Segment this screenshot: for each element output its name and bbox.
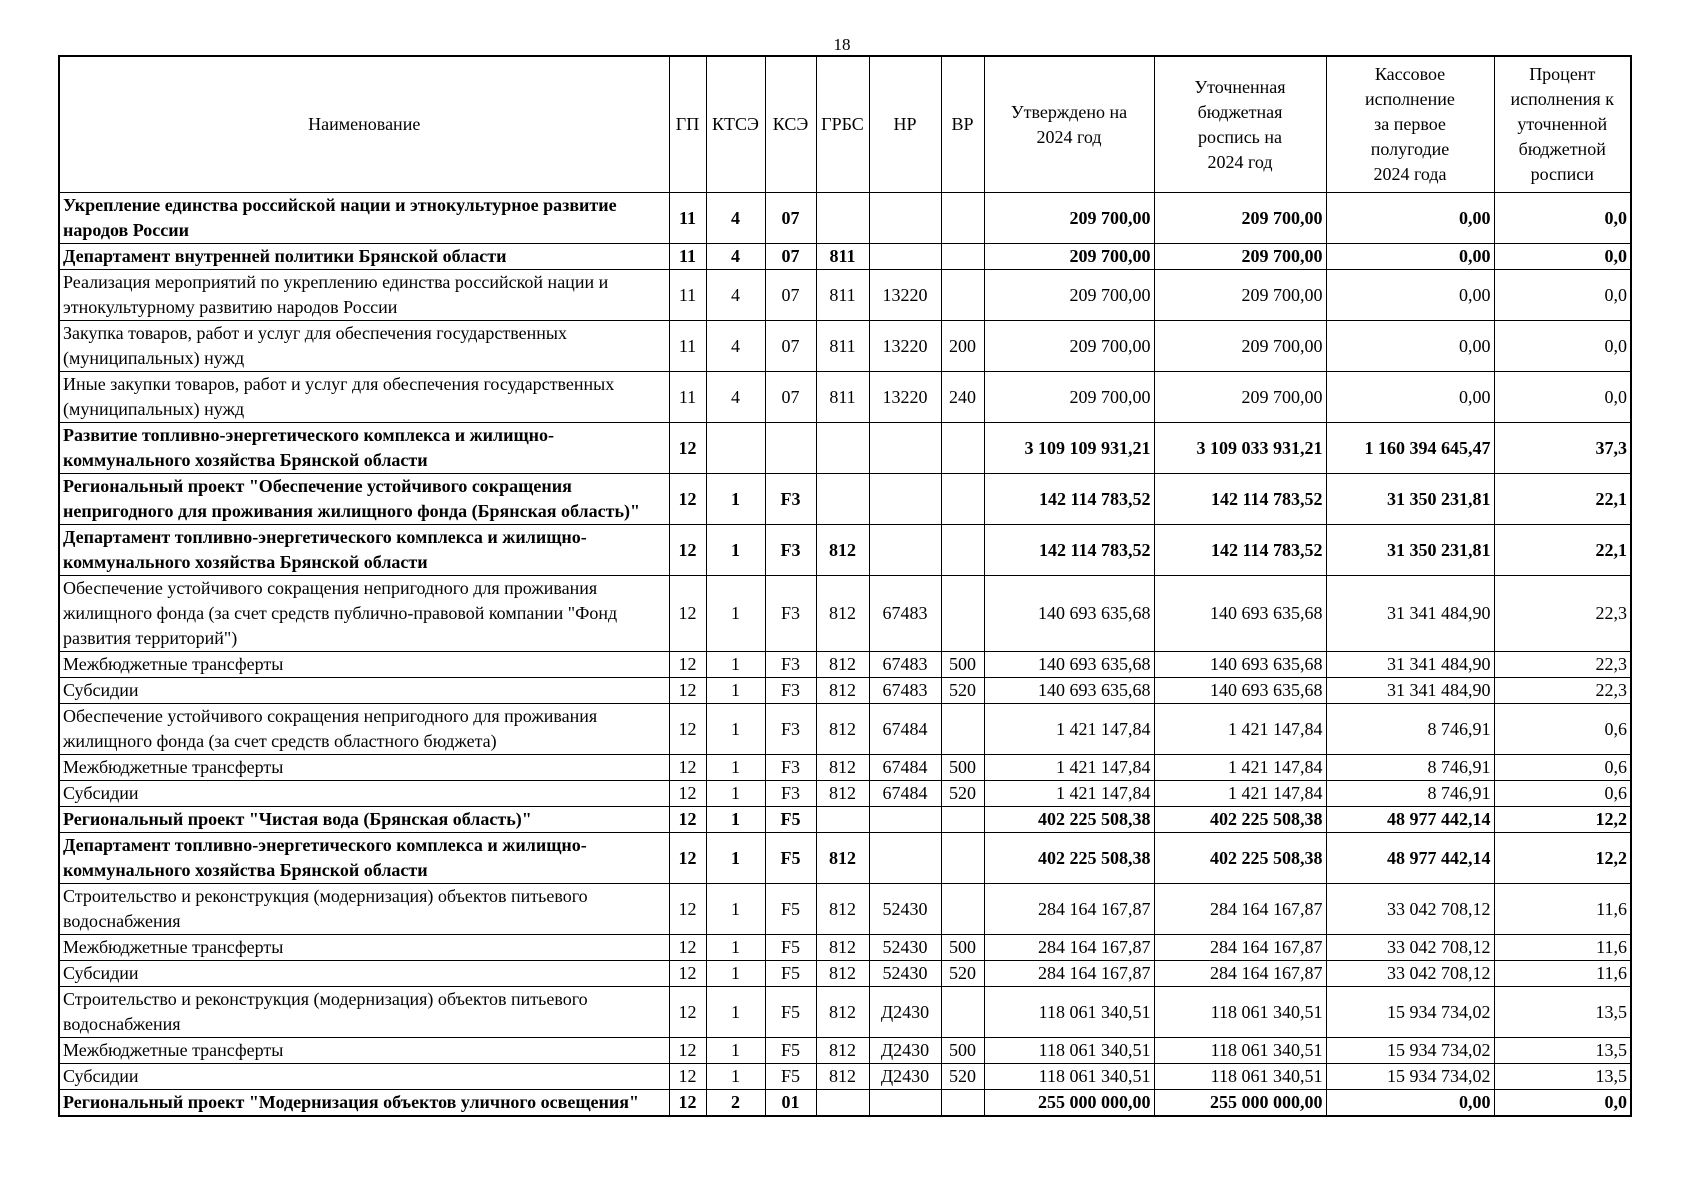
- cell-ktse: 1: [706, 961, 765, 987]
- cell-ktse: 1: [706, 576, 765, 652]
- cell-kse: F5: [765, 884, 816, 935]
- cell-kse: F5: [765, 935, 816, 961]
- cell-percent: 12,2: [1494, 807, 1631, 833]
- cell-gp: 12: [669, 1038, 706, 1064]
- cell-ktse: 1: [706, 935, 765, 961]
- header-percent: Процент исполнения к уточненной бюджетной росписи: [1494, 56, 1631, 193]
- cell-cash: 8 746,91: [1326, 755, 1494, 781]
- cell-refined: 284 164 167,87: [1154, 884, 1326, 935]
- cell-cash: 15 934 734,02: [1326, 987, 1494, 1038]
- cell-percent: 22,1: [1494, 474, 1631, 525]
- table-header: [59, 56, 1631, 193]
- header-nr: НР: [869, 56, 941, 193]
- cell-approved: 1 421 147,84: [984, 781, 1154, 807]
- cell-kse: F5: [765, 961, 816, 987]
- cell-cash: 0,00: [1326, 372, 1494, 423]
- cell-ktse: 1: [706, 652, 765, 678]
- cell-kse: F5: [765, 1064, 816, 1090]
- cell-approved: 118 061 340,51: [984, 1064, 1154, 1090]
- cell-grbs: [816, 193, 869, 244]
- cell-cash: 15 934 734,02: [1326, 1064, 1494, 1090]
- cell-grbs: 812: [816, 704, 869, 755]
- cell-cash: 8 746,91: [1326, 704, 1494, 755]
- cell-gp: 12: [669, 474, 706, 525]
- cell-kse: F3: [765, 781, 816, 807]
- table-row: [59, 244, 1631, 270]
- cell-approved: 284 164 167,87: [984, 884, 1154, 935]
- cell-cash: 31 350 231,81: [1326, 525, 1494, 576]
- cell-kse: F5: [765, 1038, 816, 1064]
- cell-name: Развитие топливно-энергетического комплекса и жилищно-коммунального хозяйства Брянской области: [59, 423, 669, 474]
- cell-ktse: 1: [706, 678, 765, 704]
- cell-approved: 142 114 783,52: [984, 474, 1154, 525]
- cell-refined: 118 061 340,51: [1154, 1038, 1326, 1064]
- cell-gp: 11: [669, 321, 706, 372]
- cell-ktse: 1: [706, 833, 765, 884]
- cell-nr: 13220: [869, 270, 941, 321]
- cell-grbs: 812: [816, 781, 869, 807]
- table-row: [59, 270, 1631, 321]
- cell-refined: 1 421 147,84: [1154, 755, 1326, 781]
- cell-grbs: [816, 807, 869, 833]
- cell-vr: 240: [941, 372, 984, 423]
- cell-vr: [941, 244, 984, 270]
- cell-refined: 140 693 635,68: [1154, 576, 1326, 652]
- table-row: [59, 781, 1631, 807]
- cell-percent: 22,1: [1494, 525, 1631, 576]
- cell-gp: 12: [669, 755, 706, 781]
- cell-vr: 200: [941, 321, 984, 372]
- cell-nr: 13220: [869, 372, 941, 423]
- cell-kse: F5: [765, 987, 816, 1038]
- cell-vr: [941, 193, 984, 244]
- cell-cash: 31 341 484,90: [1326, 576, 1494, 652]
- cell-nr: [869, 807, 941, 833]
- table-row: [59, 755, 1631, 781]
- cell-cash: 0,00: [1326, 270, 1494, 321]
- cell-kse: F3: [765, 678, 816, 704]
- table-row: [59, 576, 1631, 652]
- cell-nr: [869, 193, 941, 244]
- cell-percent: 13,5: [1494, 1038, 1631, 1064]
- cell-ktse: 4: [706, 193, 765, 244]
- table-row: [59, 987, 1631, 1038]
- cell-name: Субсидии: [59, 961, 669, 987]
- cell-percent: 0,6: [1494, 755, 1631, 781]
- cell-approved: 284 164 167,87: [984, 961, 1154, 987]
- cell-gp: 12: [669, 525, 706, 576]
- table-row: [59, 372, 1631, 423]
- table-row: [59, 704, 1631, 755]
- cell-percent: 0,0: [1494, 321, 1631, 372]
- cell-vr: [941, 1090, 984, 1117]
- table-row: [59, 193, 1631, 244]
- cell-ktse: 1: [706, 807, 765, 833]
- cell-grbs: 811: [816, 244, 869, 270]
- cell-refined: 209 700,00: [1154, 321, 1326, 372]
- cell-cash: 1 160 394 645,47: [1326, 423, 1494, 474]
- cell-grbs: 812: [816, 1064, 869, 1090]
- cell-gp: 11: [669, 244, 706, 270]
- cell-approved: 209 700,00: [984, 270, 1154, 321]
- cell-cash: 33 042 708,12: [1326, 961, 1494, 987]
- cell-refined: 209 700,00: [1154, 244, 1326, 270]
- cell-grbs: 812: [816, 884, 869, 935]
- table-row: [59, 678, 1631, 704]
- cell-kse: 07: [765, 244, 816, 270]
- cell-nr: [869, 423, 941, 474]
- cell-vr: [941, 576, 984, 652]
- cell-cash: 31 341 484,90: [1326, 678, 1494, 704]
- cell-kse: 01: [765, 1090, 816, 1117]
- cell-cash: 33 042 708,12: [1326, 935, 1494, 961]
- cell-nr: 13220: [869, 321, 941, 372]
- cell-percent: 0,6: [1494, 781, 1631, 807]
- cell-percent: 0,0: [1494, 270, 1631, 321]
- cell-vr: [941, 987, 984, 1038]
- cell-grbs: 812: [816, 678, 869, 704]
- cell-vr: [941, 423, 984, 474]
- header-refined: Уточненная бюджетная роспись на 2024 год: [1154, 56, 1326, 193]
- cell-vr: [941, 807, 984, 833]
- table-row: [59, 807, 1631, 833]
- cell-name: Иные закупки товаров, работ и услуг для обеспечения государственных (муниципальных) нужд: [59, 372, 669, 423]
- cell-kse: F3: [765, 474, 816, 525]
- cell-ktse: 4: [706, 244, 765, 270]
- cell-refined: 118 061 340,51: [1154, 987, 1326, 1038]
- header-approved: Утверждено на 2024 год: [984, 56, 1154, 193]
- cell-nr: 67483: [869, 678, 941, 704]
- cell-percent: 13,5: [1494, 987, 1631, 1038]
- cell-nr: 67483: [869, 652, 941, 678]
- cell-gp: 12: [669, 678, 706, 704]
- cell-cash: 0,00: [1326, 244, 1494, 270]
- cell-percent: 22,3: [1494, 652, 1631, 678]
- cell-percent: 11,6: [1494, 884, 1631, 935]
- cell-gp: 12: [669, 935, 706, 961]
- table-row: [59, 652, 1631, 678]
- header-gp: ГП: [669, 56, 706, 193]
- cell-kse: F3: [765, 704, 816, 755]
- cell-percent: 0,0: [1494, 244, 1631, 270]
- cell-cash: 31 350 231,81: [1326, 474, 1494, 525]
- cell-cash: 8 746,91: [1326, 781, 1494, 807]
- cell-approved: 209 700,00: [984, 244, 1154, 270]
- cell-nr: [869, 1090, 941, 1117]
- cell-gp: 12: [669, 987, 706, 1038]
- cell-approved: 140 693 635,68: [984, 576, 1154, 652]
- cell-nr: [869, 474, 941, 525]
- cell-name: Региональный проект "Обеспечение устойчивого сокращения непригодного для проживания жилищного фонда (Брянская область)": [59, 474, 669, 525]
- cell-grbs: [816, 423, 869, 474]
- table-row: [59, 935, 1631, 961]
- cell-gp: 12: [669, 423, 706, 474]
- cell-vr: [941, 270, 984, 321]
- cell-refined: 1 421 147,84: [1154, 781, 1326, 807]
- cell-grbs: 811: [816, 270, 869, 321]
- cell-ktse: 1: [706, 781, 765, 807]
- cell-ktse: 4: [706, 270, 765, 321]
- table-row: [59, 1064, 1631, 1090]
- cell-refined: 284 164 167,87: [1154, 961, 1326, 987]
- cell-approved: 142 114 783,52: [984, 525, 1154, 576]
- cell-kse: F3: [765, 576, 816, 652]
- header-kse: КСЭ: [765, 56, 816, 193]
- cell-vr: 520: [941, 781, 984, 807]
- cell-refined: 284 164 167,87: [1154, 935, 1326, 961]
- cell-grbs: 811: [816, 321, 869, 372]
- table-row: [59, 474, 1631, 525]
- cell-percent: 13,5: [1494, 1064, 1631, 1090]
- cell-gp: 12: [669, 576, 706, 652]
- cell-cash: 48 977 442,14: [1326, 833, 1494, 884]
- cell-gp: 11: [669, 270, 706, 321]
- cell-kse: F3: [765, 755, 816, 781]
- cell-ktse: 4: [706, 321, 765, 372]
- cell-approved: 1 421 147,84: [984, 704, 1154, 755]
- cell-percent: 0,6: [1494, 704, 1631, 755]
- table-row: [59, 1090, 1631, 1117]
- cell-approved: 209 700,00: [984, 321, 1154, 372]
- cell-name: Субсидии: [59, 1064, 669, 1090]
- cell-cash: 0,00: [1326, 193, 1494, 244]
- budget-table: [58, 55, 1632, 1117]
- cell-name: Закупка товаров, работ и услуг для обеспечения государственных (муниципальных) нужд: [59, 321, 669, 372]
- cell-gp: 12: [669, 781, 706, 807]
- table-row: [59, 884, 1631, 935]
- cell-ktse: 1: [706, 704, 765, 755]
- cell-gp: 11: [669, 372, 706, 423]
- cell-nr: 52430: [869, 884, 941, 935]
- cell-name: Департамент внутренней политики Брянской области: [59, 244, 669, 270]
- cell-ktse: [706, 423, 765, 474]
- cell-refined: 142 114 783,52: [1154, 525, 1326, 576]
- cell-percent: 11,6: [1494, 935, 1631, 961]
- cell-vr: [941, 474, 984, 525]
- cell-name: Субсидии: [59, 781, 669, 807]
- cell-vr: 520: [941, 961, 984, 987]
- cell-percent: 0,0: [1494, 372, 1631, 423]
- cell-name: Строительство и реконструкция (модернизация) объектов питьевого водоснабжения: [59, 884, 669, 935]
- header-grbs: ГРБС: [816, 56, 869, 193]
- cell-refined: 402 225 508,38: [1154, 833, 1326, 884]
- cell-name: Обеспечение устойчивого сокращения непригодного для проживания жилищного фонда (за счет средств областного бюджета): [59, 704, 669, 755]
- cell-vr: [941, 704, 984, 755]
- cell-refined: 255 000 000,00: [1154, 1090, 1326, 1117]
- cell-approved: 140 693 635,68: [984, 652, 1154, 678]
- cell-approved: 284 164 167,87: [984, 935, 1154, 961]
- cell-name: Реализация мероприятий по укреплению единства российской нации и этнокультурному развитию народов России: [59, 270, 669, 321]
- cell-percent: 0,0: [1494, 1090, 1631, 1117]
- cell-ktse: 1: [706, 755, 765, 781]
- cell-percent: 0,0: [1494, 193, 1631, 244]
- table-row: [59, 525, 1631, 576]
- cell-name: Межбюджетные трансферты: [59, 755, 669, 781]
- cell-gp: 11: [669, 193, 706, 244]
- cell-gp: 12: [669, 704, 706, 755]
- cell-nr: Д2430: [869, 1064, 941, 1090]
- cell-grbs: 812: [816, 1038, 869, 1064]
- cell-name: Межбюджетные трансферты: [59, 1038, 669, 1064]
- cell-ktse: 1: [706, 1038, 765, 1064]
- cell-gp: 12: [669, 1090, 706, 1117]
- cell-cash: 0,00: [1326, 1090, 1494, 1117]
- cell-name: Департамент топливно-энергетического комплекса и жилищно-коммунального хозяйства Брянской области: [59, 833, 669, 884]
- cell-ktse: 1: [706, 474, 765, 525]
- cell-grbs: 812: [816, 935, 869, 961]
- cell-nr: Д2430: [869, 1038, 941, 1064]
- cell-gp: 12: [669, 807, 706, 833]
- header-vr: ВР: [941, 56, 984, 193]
- cell-grbs: 812: [816, 525, 869, 576]
- cell-percent: 22,3: [1494, 678, 1631, 704]
- cell-kse: F5: [765, 833, 816, 884]
- cell-approved: 255 000 000,00: [984, 1090, 1154, 1117]
- cell-name: Межбюджетные трансферты: [59, 935, 669, 961]
- cell-nr: 67484: [869, 781, 941, 807]
- header-ktse: КТСЭ: [706, 56, 765, 193]
- cell-nr: 52430: [869, 935, 941, 961]
- cell-percent: 22,3: [1494, 576, 1631, 652]
- header-cash: Кассовое исполнение за первое полугодие 2024 года: [1326, 56, 1494, 193]
- cell-refined: 209 700,00: [1154, 193, 1326, 244]
- cell-nr: 67484: [869, 755, 941, 781]
- cell-approved: 209 700,00: [984, 193, 1154, 244]
- page-number: 18: [833, 35, 851, 54]
- cell-nr: 67484: [869, 704, 941, 755]
- cell-name: Региональный проект "Чистая вода (Брянская область)": [59, 807, 669, 833]
- cell-vr: [941, 884, 984, 935]
- cell-refined: 140 693 635,68: [1154, 678, 1326, 704]
- cell-name: Департамент топливно-энергетического комплекса и жилищно-коммунального хозяйства Брянской области: [59, 525, 669, 576]
- cell-approved: 118 061 340,51: [984, 1038, 1154, 1064]
- cell-refined: 3 109 033 931,21: [1154, 423, 1326, 474]
- cell-refined: 402 225 508,38: [1154, 807, 1326, 833]
- cell-approved: 402 225 508,38: [984, 807, 1154, 833]
- table-body: [59, 193, 1631, 1117]
- cell-kse: F3: [765, 652, 816, 678]
- cell-name: Укрепление единства российской нации и этнокультурное развитие народов России: [59, 193, 669, 244]
- cell-vr: [941, 525, 984, 576]
- cell-ktse: 1: [706, 884, 765, 935]
- cell-approved: 140 693 635,68: [984, 678, 1154, 704]
- cell-refined: 118 061 340,51: [1154, 1064, 1326, 1090]
- cell-grbs: 812: [816, 576, 869, 652]
- cell-vr: [941, 833, 984, 884]
- cell-name: Субсидии: [59, 678, 669, 704]
- cell-cash: 15 934 734,02: [1326, 1038, 1494, 1064]
- cell-percent: 12,2: [1494, 833, 1631, 884]
- cell-nr: 67483: [869, 576, 941, 652]
- cell-percent: 11,6: [1494, 961, 1631, 987]
- cell-grbs: [816, 474, 869, 525]
- cell-vr: 500: [941, 755, 984, 781]
- cell-percent: 37,3: [1494, 423, 1631, 474]
- cell-refined: 140 693 635,68: [1154, 652, 1326, 678]
- cell-approved: 1 421 147,84: [984, 755, 1154, 781]
- cell-gp: 12: [669, 652, 706, 678]
- cell-ktse: 1: [706, 1064, 765, 1090]
- cell-kse: 07: [765, 321, 816, 372]
- cell-ktse: 2: [706, 1090, 765, 1117]
- cell-grbs: 812: [816, 833, 869, 884]
- cell-cash: 33 042 708,12: [1326, 884, 1494, 935]
- table-row: [59, 1038, 1631, 1064]
- cell-name: Строительство и реконструкция (модернизация) объектов питьевого водоснабжения: [59, 987, 669, 1038]
- cell-refined: 209 700,00: [1154, 372, 1326, 423]
- cell-cash: 31 341 484,90: [1326, 652, 1494, 678]
- cell-nr: [869, 525, 941, 576]
- cell-approved: 118 061 340,51: [984, 987, 1154, 1038]
- cell-gp: 12: [669, 1064, 706, 1090]
- cell-name: Межбюджетные трансферты: [59, 652, 669, 678]
- cell-ktse: 4: [706, 372, 765, 423]
- table-row: [59, 423, 1631, 474]
- cell-approved: 209 700,00: [984, 372, 1154, 423]
- cell-gp: 12: [669, 961, 706, 987]
- cell-ktse: 1: [706, 987, 765, 1038]
- cell-kse: F5: [765, 807, 816, 833]
- table-row: [59, 321, 1631, 372]
- cell-nr: 52430: [869, 961, 941, 987]
- cell-ktse: 1: [706, 525, 765, 576]
- cell-nr: [869, 833, 941, 884]
- cell-vr: 500: [941, 935, 984, 961]
- cell-approved: 402 225 508,38: [984, 833, 1154, 884]
- cell-gp: 12: [669, 884, 706, 935]
- cell-grbs: 812: [816, 987, 869, 1038]
- cell-cash: 0,00: [1326, 321, 1494, 372]
- cell-vr: 500: [941, 1038, 984, 1064]
- cell-nr: Д2430: [869, 987, 941, 1038]
- cell-approved: 3 109 109 931,21: [984, 423, 1154, 474]
- cell-name: Региональный проект "Модернизация объектов уличного освещения": [59, 1090, 669, 1117]
- table-row: [59, 961, 1631, 987]
- cell-vr: 500: [941, 652, 984, 678]
- cell-grbs: 811: [816, 372, 869, 423]
- cell-refined: 209 700,00: [1154, 270, 1326, 321]
- table-row: [59, 833, 1631, 884]
- cell-grbs: 812: [816, 652, 869, 678]
- cell-name: Обеспечение устойчивого сокращения непригодного для проживания жилищного фонда (за счет средств публично-правовой компании "Фонд развития территорий"): [59, 576, 669, 652]
- cell-refined: 1 421 147,84: [1154, 704, 1326, 755]
- cell-vr: 520: [941, 1064, 984, 1090]
- cell-grbs: [816, 1090, 869, 1117]
- cell-gp: 12: [669, 833, 706, 884]
- cell-kse: F3: [765, 525, 816, 576]
- cell-nr: [869, 244, 941, 270]
- cell-grbs: 812: [816, 961, 869, 987]
- header-name: Наименование: [59, 56, 669, 193]
- cell-refined: 142 114 783,52: [1154, 474, 1326, 525]
- cell-kse: 07: [765, 193, 816, 244]
- cell-cash: 48 977 442,14: [1326, 807, 1494, 833]
- cell-kse: 07: [765, 372, 816, 423]
- cell-grbs: 812: [816, 755, 869, 781]
- cell-kse: [765, 423, 816, 474]
- cell-vr: 520: [941, 678, 984, 704]
- cell-kse: 07: [765, 270, 816, 321]
